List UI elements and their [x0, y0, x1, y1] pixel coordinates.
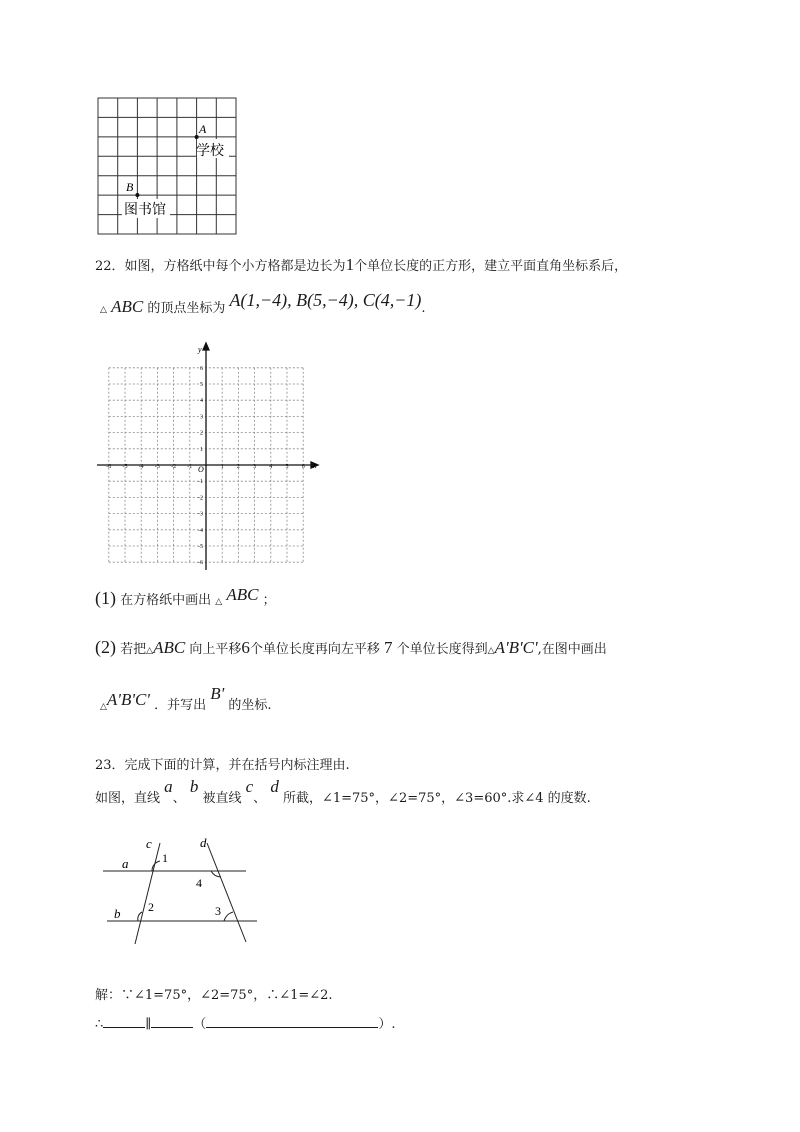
y-tick-label: -1 — [198, 479, 203, 486]
part2-text-a: 若把 — [120, 642, 147, 657]
q22-text-b: 个单位长度的正方形，建立平面直角坐标系后， — [354, 259, 628, 274]
x-tick-label: 2 — [236, 464, 240, 470]
y-tick-label: -3 — [198, 511, 203, 518]
q23-number: 23． — [95, 758, 125, 773]
x-tick-label: -6 — [106, 464, 112, 470]
angle-3-label: 3 — [215, 904, 221, 918]
map-grid-figure — [97, 97, 239, 237]
paren-open: （ — [193, 1017, 207, 1032]
angle-4-label: 4 — [196, 876, 202, 890]
triangle-symbol: △ — [487, 646, 495, 656]
part2-abc-prime: A'B'C' — [494, 638, 538, 657]
y-tick-label: 2 — [200, 430, 203, 437]
y-axis-label: y — [198, 345, 202, 354]
y-tick-label: -6 — [198, 560, 203, 567]
line-d — [207, 843, 246, 942]
x-tick-label: 1 — [220, 464, 224, 470]
x-tick-label: -2 — [171, 464, 177, 470]
point-a-dot — [195, 135, 199, 139]
part2-line1 — [95, 637, 607, 658]
origin-label: O — [198, 465, 204, 474]
part2-abc-prime-2: A'B'C' — [106, 690, 150, 709]
q22-unit-num: 1 — [345, 255, 355, 274]
part2-text-c: 个单位长度再向左平移 — [249, 642, 380, 657]
y-tick-label: 5 — [200, 382, 203, 388]
paren-close: ）. — [378, 1017, 396, 1032]
triangle-symbol: △ — [100, 305, 107, 315]
y-tick-label: -4 — [198, 527, 203, 534]
map-label-school: 学校 — [196, 144, 224, 159]
triangle-symbol: △ — [100, 702, 107, 712]
fig-label-a: a — [122, 856, 129, 871]
q22-coordinates: A(1,−4), B(5,−4), C(4,−1) — [229, 290, 422, 310]
q22-text-a: 如图，方格纸中每个小方格都是边长为 — [124, 259, 346, 274]
therefore-symbol: ∴ — [95, 1017, 104, 1032]
solution-line2 — [95, 1013, 395, 1032]
q22-number: 22． — [95, 259, 125, 274]
q22-line2 — [100, 290, 426, 317]
part1-abc: ABC — [226, 585, 259, 604]
q22-text-vertices: 的顶点坐标为 — [147, 301, 226, 316]
reason-blank[interactable] — [206, 1015, 378, 1028]
fig-label-d: d — [200, 835, 207, 850]
y-tick-label: 3 — [200, 414, 203, 421]
y-tick-label: -5 — [198, 544, 203, 550]
x-axis-label: x — [313, 461, 317, 470]
x-tick-label: -3 — [154, 464, 160, 470]
x-tick-label: -1 — [187, 464, 193, 470]
part2-label: (2) — [95, 637, 116, 657]
q23-text-b: 被直线 — [202, 791, 242, 806]
part2-text-f: ．并写出 — [154, 698, 207, 713]
x-tick-label: 5 — [285, 464, 289, 470]
part2-left-num: 7 — [384, 638, 393, 657]
map-label-A: A — [199, 122, 207, 136]
y-tick-label: 4 — [200, 398, 203, 405]
q22-period: . — [421, 301, 426, 316]
angle-1-label: 1 — [162, 851, 168, 865]
line-c-label: c — [245, 777, 254, 796]
triangle-symbol: △ — [215, 597, 223, 607]
q23-sep1: 、 — [172, 791, 186, 806]
map-label-library: 图书馆 — [124, 203, 166, 218]
part1-text-b: ； — [262, 593, 276, 608]
q23-intro: 完成下面的计算，并在括号内标注理由. — [124, 758, 350, 773]
x-tick-label: 6 — [301, 464, 305, 470]
line-a-label: a — [164, 777, 173, 796]
transversal-figure — [100, 832, 260, 952]
part1-line — [95, 585, 276, 609]
q22-line1 — [95, 255, 627, 275]
answer-blank-2[interactable] — [151, 1015, 193, 1028]
line-c — [135, 843, 160, 944]
q23-line1 — [95, 754, 350, 773]
q23-text-c: 所截，∠1=75°，∠2=75°，∠3=60°.求∠4 的度数. — [282, 791, 591, 806]
y-tick-label: 6 — [200, 365, 203, 372]
part2-abc: ABC — [153, 638, 186, 657]
x-tick-label: -5 — [122, 464, 128, 470]
angle-2-label: 2 — [148, 900, 154, 914]
part2-up-num: 6 — [241, 638, 250, 657]
y-tick-label: -2 — [198, 495, 203, 502]
fig-label-b: b — [114, 906, 121, 921]
solution-line1 — [95, 984, 333, 1003]
y-tick-label: 1 — [200, 446, 203, 453]
part1-label: (1) — [95, 588, 116, 608]
part1-text-a: 在方格纸中画出 — [120, 593, 212, 608]
x-tick-label: -4 — [138, 464, 144, 470]
q23-text-a: 如图，直线 — [95, 791, 161, 806]
point-b-dot — [135, 193, 139, 197]
solution-text: 解：∵∠1=75°，∠2=75°，∴∠1=∠2. — [95, 988, 333, 1003]
part2-text-e: ,在图中画出 — [537, 642, 607, 657]
part2-text-d: 个单位长度得到 — [396, 642, 488, 657]
line-b-label: b — [189, 777, 199, 796]
coordinate-plane — [92, 340, 322, 576]
part2-b-prime: B' — [210, 684, 225, 703]
q23-line2 — [95, 777, 591, 807]
map-label-B: B — [126, 180, 134, 194]
parallel-symbol: ∥ — [145, 1017, 152, 1032]
fig-label-c: c — [146, 836, 152, 851]
part2-text-g: 的坐标. — [228, 698, 272, 713]
x-tick-label: 4 — [269, 464, 273, 470]
line-d-label: d — [270, 777, 279, 796]
triangle-abc: ABC — [111, 297, 144, 316]
part2-line2 — [100, 684, 272, 714]
q23-sep2: 、 — [253, 791, 267, 806]
x-tick-label: 3 — [253, 464, 257, 470]
answer-blank-1[interactable] — [103, 1015, 145, 1028]
part2-text-b: 向上平移 — [189, 642, 242, 657]
triangle-symbol: △ — [146, 646, 154, 656]
